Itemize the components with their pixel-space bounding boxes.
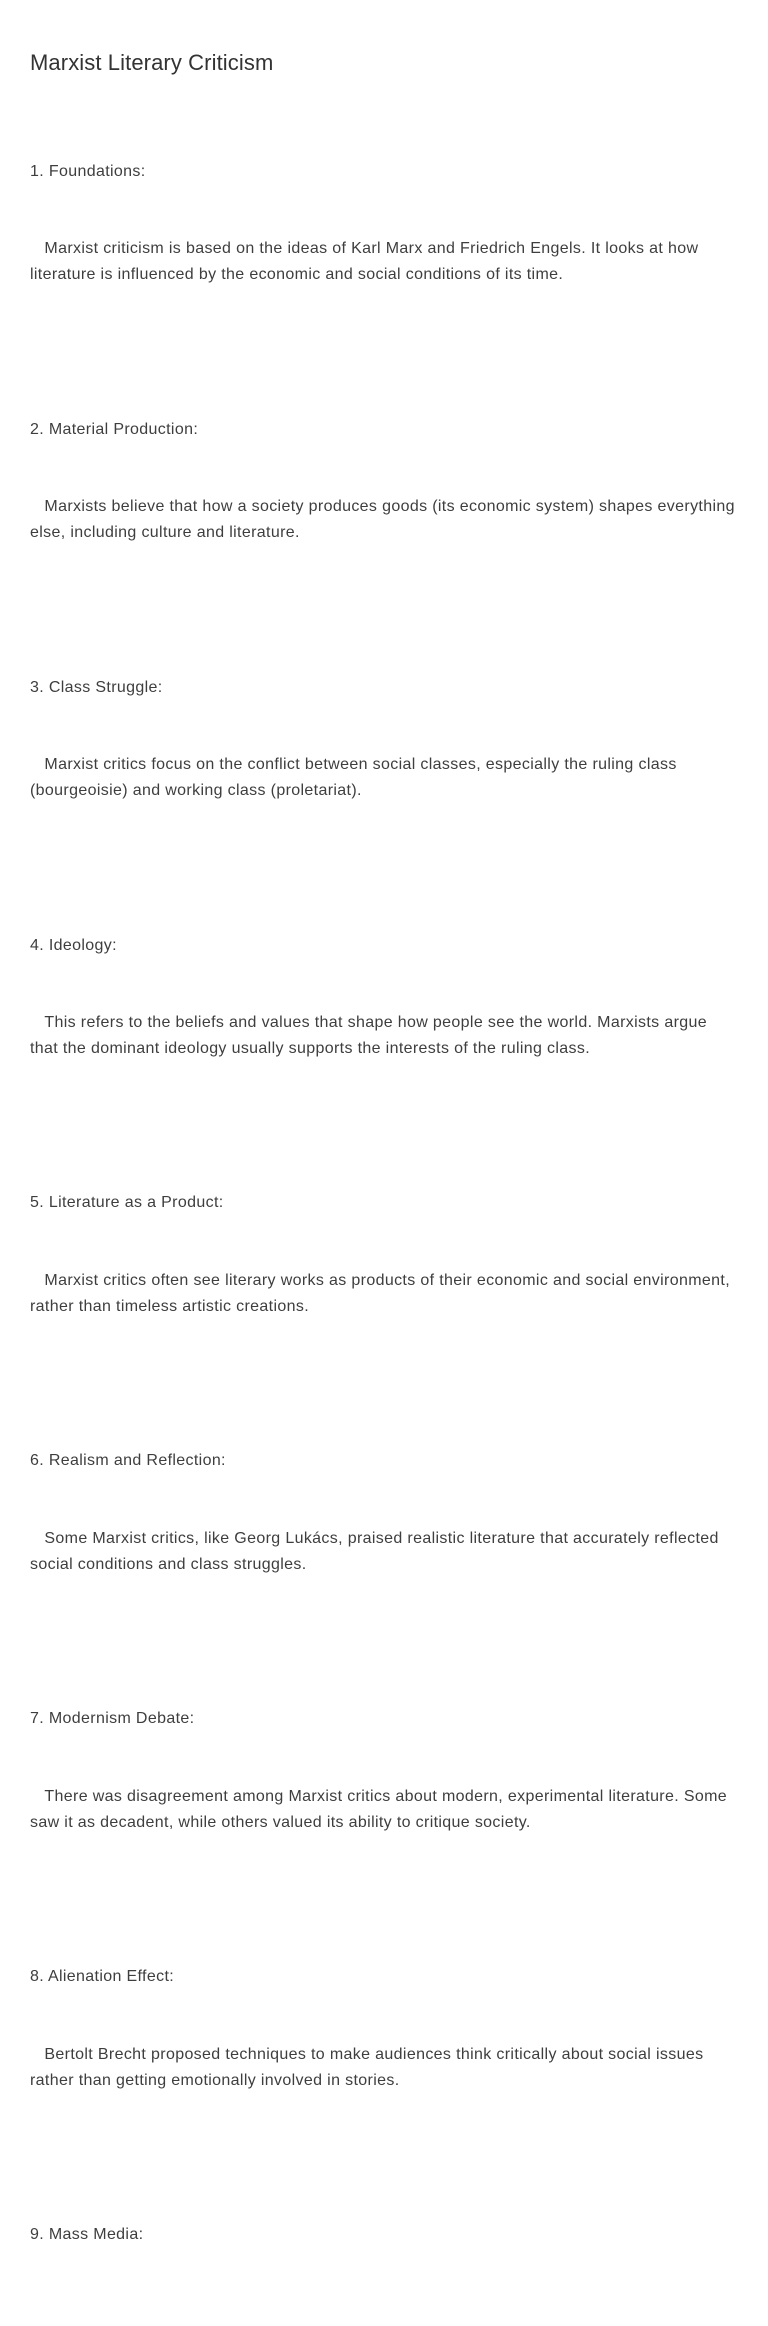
document-title: Marxist Literary Criticism: [30, 50, 274, 75]
section-alienation-effect: [30, 1913, 736, 2145]
section-heading: 1. Foundations:: [30, 162, 146, 180]
section-heading: 7. Modernism Debate:: [30, 1710, 195, 1728]
section-body: Marxist critics often see literary works as products of their economic and social environment, rather than timeless artistic creations.: [30, 1271, 735, 1315]
section-heading: 9. Mass Media:: [30, 2226, 144, 2244]
section-modernism-debate: [30, 1655, 736, 1887]
section-heading: 8. Alienation Effect:: [30, 1968, 175, 1986]
sections-list: [30, 107, 740, 2326]
section-heading: 6. Realism and Reflection:: [30, 1452, 226, 1470]
section-body: Marxist criticism is based on the ideas of Karl Marx and Friedrich Engels. It looks at how literature is influenced by the economic and social conditions of its time.: [30, 239, 704, 283]
section-body: This refers to the beliefs and values that shape how people see the world. Marxists argue that the dominant ideology usually supports the interests of the ruling class.: [30, 1013, 712, 1057]
section-mass-media: [30, 2171, 736, 2300]
section-realism-and-reflection: [30, 1397, 736, 1629]
section-foundations: [30, 107, 736, 339]
section-body: Marxists believe that how a society produces goods (its economic system) shapes everything else, including culture and literature.: [30, 497, 740, 541]
section-class-struggle: [30, 623, 736, 855]
section-heading: 5. Literature as a Product:: [30, 1194, 224, 1212]
section-body: Some Marxist critics, like Georg Lukács, praised realistic literature that accurately reflected social conditions and class struggles.: [30, 1529, 724, 1573]
section-body: Bertolt Brecht proposed techniques to make audiences think critically about social issues rather than getting emotionally involved in stories.: [30, 2045, 709, 2089]
section-literature-as-product: [30, 1139, 736, 1371]
section-heading: 2. Material Production:: [30, 420, 199, 438]
section-heading: 4. Ideology:: [30, 936, 117, 954]
section-body: There was disagreement among Marxist critics about modern, experimental literature. Some saw it as decadent, while others valued its ability to critique society.: [30, 1787, 732, 1831]
section-heading: 3. Class Struggle:: [30, 678, 163, 696]
section-body: Marxist critics focus on the conflict between social classes, especially the ruling class (bourgeoisie) and working class (proletariat).: [30, 755, 682, 799]
section-material-production: [30, 365, 740, 597]
section-ideology: [30, 881, 736, 1113]
